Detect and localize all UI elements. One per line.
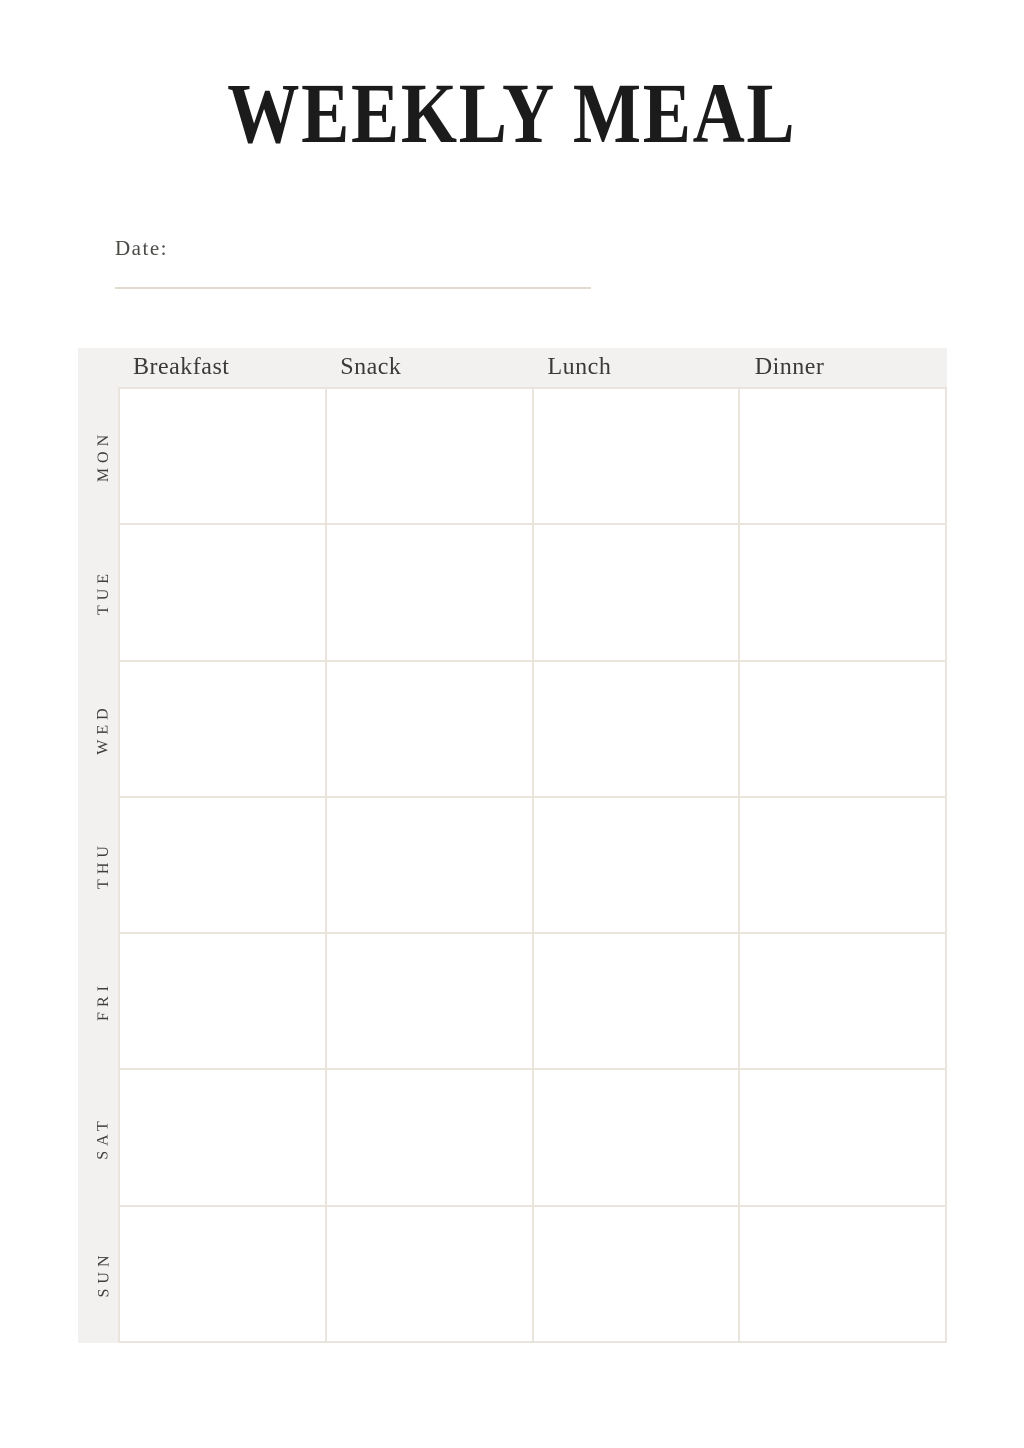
meal-cell-thu-dinner[interactable] [740,798,945,932]
day-label-mon: MON [95,429,113,483]
day-label-fri: FRI [95,981,113,1022]
meal-cell-sat-breakfast[interactable] [120,1070,325,1204]
meal-cell-sat-dinner[interactable] [740,1070,945,1204]
meal-cell-sun-dinner[interactable] [740,1207,945,1341]
column-header-dinner: Dinner [754,354,825,380]
meal-cell-fri-lunch[interactable] [534,934,739,1068]
meal-cell-sat-lunch[interactable] [534,1070,739,1204]
day-label-sat: SAT [95,1115,113,1160]
meal-cell-tue-lunch[interactable] [534,525,739,659]
meal-cell-tue-breakfast[interactable] [120,525,325,659]
meal-cell-fri-snack[interactable] [327,934,532,1068]
meal-cell-tue-dinner[interactable] [740,525,945,659]
column-header-breakfast: Breakfast [133,354,230,380]
meal-cell-wed-breakfast[interactable] [120,662,325,796]
meal-grid [118,387,947,1343]
meal-cell-sun-snack[interactable] [327,1207,532,1341]
day-label-thu: THU [95,841,113,889]
meal-cell-sun-breakfast[interactable] [120,1207,325,1341]
meal-cell-tue-snack[interactable] [327,525,532,659]
date-section [115,236,591,289]
meal-cell-mon-snack[interactable] [327,389,532,523]
day-label-sun: SUN [95,1250,113,1298]
meal-cell-fri-dinner[interactable] [740,934,945,1068]
meal-cell-sat-snack[interactable] [327,1070,532,1204]
meal-cell-thu-breakfast[interactable] [120,798,325,932]
meal-cell-sun-lunch[interactable] [534,1207,739,1341]
meal-cell-wed-dinner[interactable] [740,662,945,796]
meal-cell-wed-lunch[interactable] [534,662,739,796]
meal-cell-thu-snack[interactable] [327,798,532,932]
page-title [0,65,1024,161]
table-corner [78,348,118,387]
column-header-snack: Snack [340,354,402,380]
day-label-tue: TUE [95,569,113,616]
meal-cell-wed-snack[interactable] [327,662,532,796]
day-label-wed: WED [95,702,113,755]
meal-cell-mon-dinner[interactable] [740,389,945,523]
meal-cell-mon-breakfast[interactable] [120,389,325,523]
date-label: Date: [115,236,168,260]
meal-cell-thu-lunch[interactable] [534,798,739,932]
meal-cell-fri-breakfast[interactable] [120,934,325,1068]
meal-planner-table [78,348,947,1343]
day-label-column [78,387,118,1343]
meal-header-row [118,348,947,387]
meal-cell-mon-lunch[interactable] [534,389,739,523]
date-input-line[interactable] [115,287,591,289]
column-header-lunch: Lunch [547,354,612,380]
page-title-text: WEEKLY MEAL [227,65,797,161]
